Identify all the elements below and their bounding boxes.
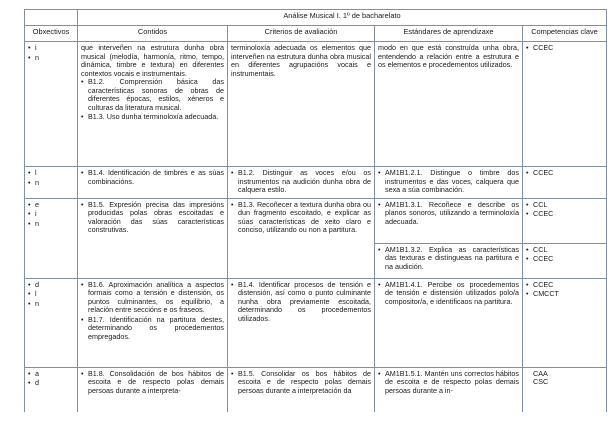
list-item: • B1.6. Aproximación analítica a aspectos formais como a tensión e distensión, os puntos culminantes, os equilibrio, a relación entre seccións e os fraseos. [81,281,224,315]
header-estandares: Estándares de aprendizaxe [375,26,523,42]
criterios-cell [228,198,375,278]
list-item: • CCEC [526,281,603,290]
header-obxectivos: Obxectivos [25,26,78,42]
criterios-cell [228,367,375,412]
list-item: • i [28,44,74,53]
criterios-cell [228,167,375,199]
comp-text: CAA [533,368,548,378]
estandares-cell [375,167,523,199]
list-item: • B1.3. Recoñecer a textura dunha obra ou dun fragmento escoitado, e explicar as súas características de xeito claro e conciso, utilizando ou non a partitura. [231,201,371,235]
header-contidos: Contidos [78,26,228,42]
list-item: • l [28,169,74,178]
list-item: • CCL [526,246,603,255]
title-blank-cell [25,10,78,26]
list-item: • AM1B1.3.2. Explica as características das texturas e distíngueas na partitura e na audición. [378,246,519,272]
estandares-cell [375,278,523,367]
table-row [25,167,607,199]
estandares-text: modo en que está construída unha obra, entendendo a relación entre a estrutura e os elementos e procedementos utilizados. [378,43,519,69]
competencias-cell [523,198,607,243]
list-item: • B1.2. Distinguir as voces e/ou os instrumentos na audición dunha obra de calquera estilo. [231,169,371,195]
competencias-cell [523,243,607,278]
obxectivos-cell [25,42,78,167]
table-row [25,367,607,412]
obxectivos-cell [25,167,78,199]
list-item: • AM1B1.5.1. Mantén uns correctos hábitos de escoita e de respecto polas demais persoas durante a in- [378,370,519,396]
estandares-cell [375,367,523,412]
list-item: • B1.7. Identificación na partitura destes, determinando os procedementos empregados. [81,316,224,342]
list-item: • AM1B1.2.1. Distingue o timbre dos instrumentos e das voces, calquera que sexa a súa combinación. [378,169,519,195]
table-row [25,42,607,167]
list-item: • e [28,201,74,210]
list-item: • i [28,210,74,219]
list-item: • CCEC [526,210,603,219]
table-row [25,198,607,243]
contidos-cell [78,278,228,367]
list-item: • d [28,281,74,290]
list-item: • B1.5. Expresión precisa das impresións producidas polas obras escoitadas e valoración das súas características construtivas. [81,201,224,235]
list-item: • B1.4. Identificar procesos de tensión e distensión, así como o punto culminante nunha obra previamente escoitada, determinando os procedementos utilizados. [231,281,371,324]
competencias-cell [523,167,607,199]
list-item: • d [28,379,74,388]
list-item: • AM1B1.3.1. Recoñece e describe os planos sonoros, utilizando a terminoloxía adecuada. [378,201,519,227]
criterios-cell [228,42,375,167]
list-item: • n [28,220,74,229]
competencias-cell [523,42,607,167]
estandares-cell [375,198,523,243]
obxectivos-cell [25,367,78,412]
list-item: • CCEC [526,44,603,53]
list-item: • a [28,370,74,379]
list-item: • n [28,179,74,188]
contidos-cell [78,367,228,412]
list-item: • l [28,290,74,299]
list-item: • B1.8. Consolidación de bos hábitos de escoita e de respecto polas demais persoas durante a interpreta- [81,370,224,396]
list-item: • B1.3. Uso dunha terminoloxía adecuada. [81,113,224,122]
list-item: • n [28,300,74,309]
list-item: • B1.2. Comprensión básica das características sonoras de obras de diferentes épocas, estilos, xéneros e culturas da literatura musical. [81,78,224,112]
competencias-cell [523,367,607,412]
list-item: • AM1B1.4.1. Percibe os procedementos de tensión e distensión utilizados polo/a compositor/a, e identificaos na partitura. [378,281,519,307]
criterios-cell [228,278,375,367]
header-competencias: Competencias clave [523,26,607,42]
list-item: • n [28,54,74,63]
list-item: • CCEC [526,169,603,178]
criterios-text: terminoloxía adecuada os elementos que interveñen na estrutura dunha obra musical en diferentes agrupacións vocais e instrumentais. [231,43,371,78]
list-item: • B1.4. Identificación de timbres e as súas combinacións. [81,169,224,186]
table-title-row [25,10,607,26]
header-criterios: Criterios de avaliación [228,26,375,42]
contidos-cell [78,167,228,199]
curriculum-table [24,9,607,412]
obxectivos-cell [25,278,78,367]
estandares-cell [375,243,523,278]
header-row [25,26,607,42]
comp-text: CSC [533,377,549,386]
contidos-text: que interveñen na estrutura dunha obra musical (melodía, harmonía, ritmo, tempo, dinámica, timbre e textura) en diferentes contextos vocais e instrumentais. [81,43,224,78]
table-row [25,278,607,367]
competencias-cell [523,278,607,367]
list-item: • CCEC [526,255,603,264]
table-title: Análise Musical I. 1º de bacharelato [78,10,607,26]
obxectivos-cell [25,198,78,278]
estandares-cell [375,42,523,167]
list-item: • CMCCT [526,290,603,299]
contidos-cell [78,42,228,167]
list-item: • B1.5. Consolidar os bos hábitos de escoita e de respecto polas demais persoas durante a interpretación da [231,370,371,396]
contidos-cell [78,198,228,278]
list-item: • CCL [526,201,603,210]
